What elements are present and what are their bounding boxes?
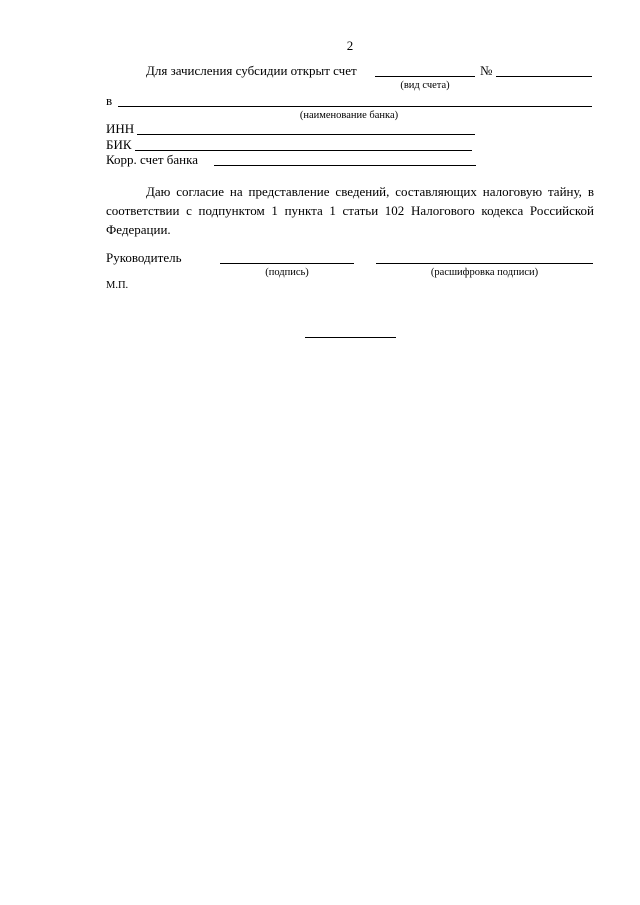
bank-name-caption: (наименование банка)	[299, 110, 399, 121]
bank-prefix: в	[106, 93, 113, 108]
number-sign: №	[480, 63, 493, 78]
footer-separator	[305, 337, 396, 338]
signature-role-label: Руководитель	[106, 250, 182, 265]
inn-field-line	[137, 134, 475, 135]
consent-paragraph: Даю согласие на представление сведений, составляющих налоговую тайну, в соответствии с подпунктом 1 пункта 1 статьи 102 Налогового кодекса Российской Федерации.	[106, 184, 594, 237]
signature-decode-field-line	[376, 263, 593, 264]
signature-field-line	[220, 263, 354, 264]
page-number: 2	[346, 38, 354, 53]
bik-field-line	[135, 150, 472, 151]
corr-account-label: Корр. счет банка	[106, 152, 199, 167]
inn-label: ИНН	[106, 121, 135, 136]
signature-caption: (подпись)	[265, 267, 309, 278]
account-intro-text: Для зачисления субсидии открыт счет	[146, 63, 357, 78]
account-type-field-line	[375, 76, 475, 77]
account-number-field-line	[496, 76, 592, 77]
bank-name-field-line	[118, 106, 592, 107]
corr-account-field-line	[214, 165, 476, 166]
signature-decode-caption: (расшифровка подписи)	[430, 267, 539, 278]
seal-label: М.П.	[106, 280, 129, 291]
bik-label: БИК	[106, 137, 132, 152]
account-type-caption: (вид счета)	[400, 80, 450, 91]
